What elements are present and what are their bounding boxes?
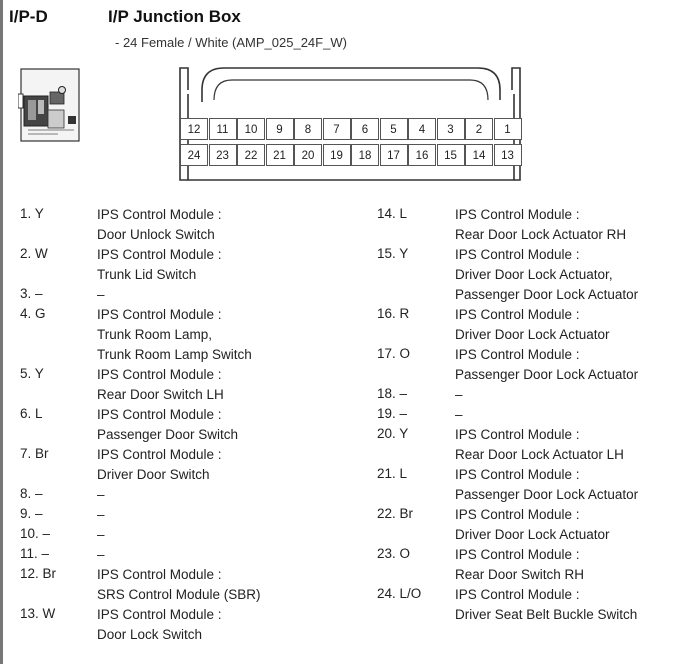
- pin-wire-label: 11. –: [20, 546, 50, 561]
- pin-description-line: IPS Control Module :: [97, 367, 222, 382]
- pin-description: [97, 365, 224, 405]
- pin-description-line: IPS Control Module :: [97, 207, 222, 222]
- pin-description: [97, 205, 222, 245]
- pin-wire-label: 19. –: [377, 406, 408, 421]
- pin-description-line: IPS Control Module :: [97, 607, 222, 622]
- pin-description-line: IPS Control Module :: [455, 207, 580, 222]
- connector-pin-cell: 10: [237, 118, 265, 140]
- pin-wire-label: 5. Y: [20, 366, 44, 381]
- pin-description-line: Driver Door Lock Actuator,: [455, 267, 613, 282]
- pin-description-line: Rear Door Lock Actuator LH: [455, 447, 624, 462]
- pin-wire-label: 9. –: [20, 506, 43, 521]
- connector-pin-cell: 17: [380, 144, 408, 166]
- pin-description-line: –: [97, 287, 105, 302]
- pin-wire-label: 13. W: [20, 606, 56, 621]
- pin-description-line: –: [97, 507, 105, 522]
- pin-description: [97, 305, 252, 365]
- pin-description-line: Passenger Door Lock Actuator: [455, 287, 639, 302]
- connector-pin-cell: 9: [266, 118, 294, 140]
- connector-subtitle: - 24 Female / White (AMP_025_24F_W): [115, 35, 347, 50]
- connector-code: I/P-D: [9, 7, 48, 26]
- pin-wire-label: 14. L: [377, 206, 408, 221]
- pin-description-line: IPS Control Module :: [97, 247, 222, 262]
- pin-description: [97, 285, 105, 305]
- connector-pin-cell: 8: [294, 118, 322, 140]
- pin-description: [97, 545, 105, 565]
- connector-pin-cell: 21: [266, 144, 294, 166]
- connector-pin-cell: 23: [209, 144, 237, 166]
- pin-wire-label: 3. –: [20, 286, 43, 301]
- pin-description-line: IPS Control Module :: [455, 547, 580, 562]
- pin-description-line: –: [97, 547, 105, 562]
- pin-description: [97, 485, 105, 505]
- pin-description-line: Driver Door Lock Actuator: [455, 527, 610, 542]
- pin-description: [97, 445, 222, 485]
- pin-description: [455, 345, 638, 385]
- pin-wire-label: 18. –: [377, 386, 408, 401]
- pin-description: [455, 545, 584, 585]
- connector-pin-cell: 4: [408, 118, 436, 140]
- pin-description-line: IPS Control Module :: [455, 307, 580, 322]
- page-left-border: [0, 0, 3, 664]
- pin-description: [455, 205, 626, 245]
- page-title: I/P Junction Box: [108, 7, 241, 26]
- pin-description-line: Passenger Door Lock Actuator: [455, 367, 639, 382]
- pin-description-line: Door Lock Switch: [97, 627, 203, 642]
- connector-pin-cell: 6: [351, 118, 379, 140]
- pin-description: [455, 505, 610, 545]
- pin-description: [455, 305, 610, 345]
- connector-pin-cell: 19: [323, 144, 351, 166]
- pin-description-line: SRS Control Module (SBR): [97, 587, 261, 602]
- pin-description-line: IPS Control Module :: [455, 247, 580, 262]
- connector-pin-cell: 15: [437, 144, 465, 166]
- pin-description: [455, 405, 463, 425]
- pin-description: [97, 505, 105, 525]
- pin-description-line: IPS Control Module :: [455, 467, 580, 482]
- pin-description: [97, 525, 105, 545]
- pin-wire-label: 22. Br: [377, 506, 414, 521]
- connector-pin-cell: 1: [494, 118, 522, 140]
- pin-description-line: Driver Seat Belt Buckle Switch: [455, 607, 638, 622]
- pin-description-line: IPS Control Module :: [97, 567, 222, 582]
- pin-description-line: IPS Control Module :: [97, 307, 222, 322]
- connector-pin-cell: 20: [294, 144, 322, 166]
- connector-pin-cell: 16: [408, 144, 436, 166]
- connector-pin-cell: 3: [437, 118, 465, 140]
- pin-description-line: Driver Door Switch: [97, 467, 210, 482]
- pin-description: [97, 405, 238, 445]
- pin-wire-label: 7. Br: [20, 446, 49, 461]
- pin-description-line: Trunk Room Lamp Switch: [97, 347, 252, 362]
- connector-pin-cell: 11: [209, 118, 237, 140]
- pin-description-line: IPS Control Module :: [455, 507, 580, 522]
- connector-pin-cell: 24: [180, 144, 208, 166]
- pin-description-line: Trunk Room Lamp,: [97, 327, 213, 342]
- pin-description-line: IPS Control Module :: [455, 427, 580, 442]
- connector-pin-cell: 7: [323, 118, 351, 140]
- pin-description-line: –: [97, 527, 105, 542]
- pin-description-line: Passenger Door Lock Actuator: [455, 487, 639, 502]
- pin-wire-label: 4. G: [20, 306, 46, 321]
- pin-description: [455, 245, 638, 305]
- connector-pin-cell: 5: [380, 118, 408, 140]
- pin-description-line: IPS Control Module :: [455, 587, 580, 602]
- pin-wire-label: 24. L/O: [377, 586, 422, 601]
- junction-box-location-thumbnail: [18, 66, 88, 148]
- pin-wire-label: 20. Y: [377, 426, 409, 441]
- pin-description-line: IPS Control Module :: [455, 347, 580, 362]
- connector-pin-cell: 13: [494, 144, 522, 166]
- pin-wire-label: 16. R: [377, 306, 410, 321]
- pin-wire-label: 23. O: [377, 546, 411, 561]
- connector-pin-cell: 14: [465, 144, 493, 166]
- pin-wire-label: 21. L: [377, 466, 408, 481]
- pin-description-line: Rear Door Switch RH: [455, 567, 585, 582]
- pin-wire-label: 8. –: [20, 486, 43, 501]
- pin-description: [455, 385, 463, 405]
- pin-description-line: –: [455, 407, 463, 422]
- pin-description: [455, 585, 637, 625]
- pin-wire-label: 6. L: [20, 406, 43, 421]
- pin-description-line: Trunk Lid Switch: [97, 267, 197, 282]
- pin-wire-label: 2. W: [20, 246, 48, 261]
- pin-description-line: –: [455, 387, 463, 402]
- pin-description-line: IPS Control Module :: [97, 447, 222, 462]
- pin-description-line: Driver Door Lock Actuator: [455, 327, 610, 342]
- pin-description: [97, 605, 222, 645]
- pin-description-line: Rear Door Lock Actuator RH: [455, 227, 627, 242]
- pin-wire-label: 1. Y: [20, 206, 44, 221]
- pin-wire-label: 10. –: [20, 526, 51, 541]
- connector-pin-cell: 2: [465, 118, 493, 140]
- connector-pin-cell: 12: [180, 118, 208, 140]
- pin-description: [97, 245, 222, 285]
- pin-description-line: Rear Door Switch LH: [97, 387, 224, 402]
- pin-description: [455, 425, 624, 465]
- pin-description-line: Door Unlock Switch: [97, 227, 215, 242]
- pin-wire-label: 15. Y: [377, 246, 409, 261]
- connector-pin-cell: 22: [237, 144, 265, 166]
- pin-description-line: IPS Control Module :: [97, 407, 222, 422]
- pin-wire-label: 12. Br: [20, 566, 57, 581]
- connector-pin-cell: 18: [351, 144, 379, 166]
- pin-description-line: –: [97, 487, 105, 502]
- pin-description-line: Passenger Door Switch: [97, 427, 239, 442]
- pin-description: [455, 465, 638, 505]
- pin-description: [97, 565, 261, 605]
- pin-wire-label: 17. O: [377, 346, 411, 361]
